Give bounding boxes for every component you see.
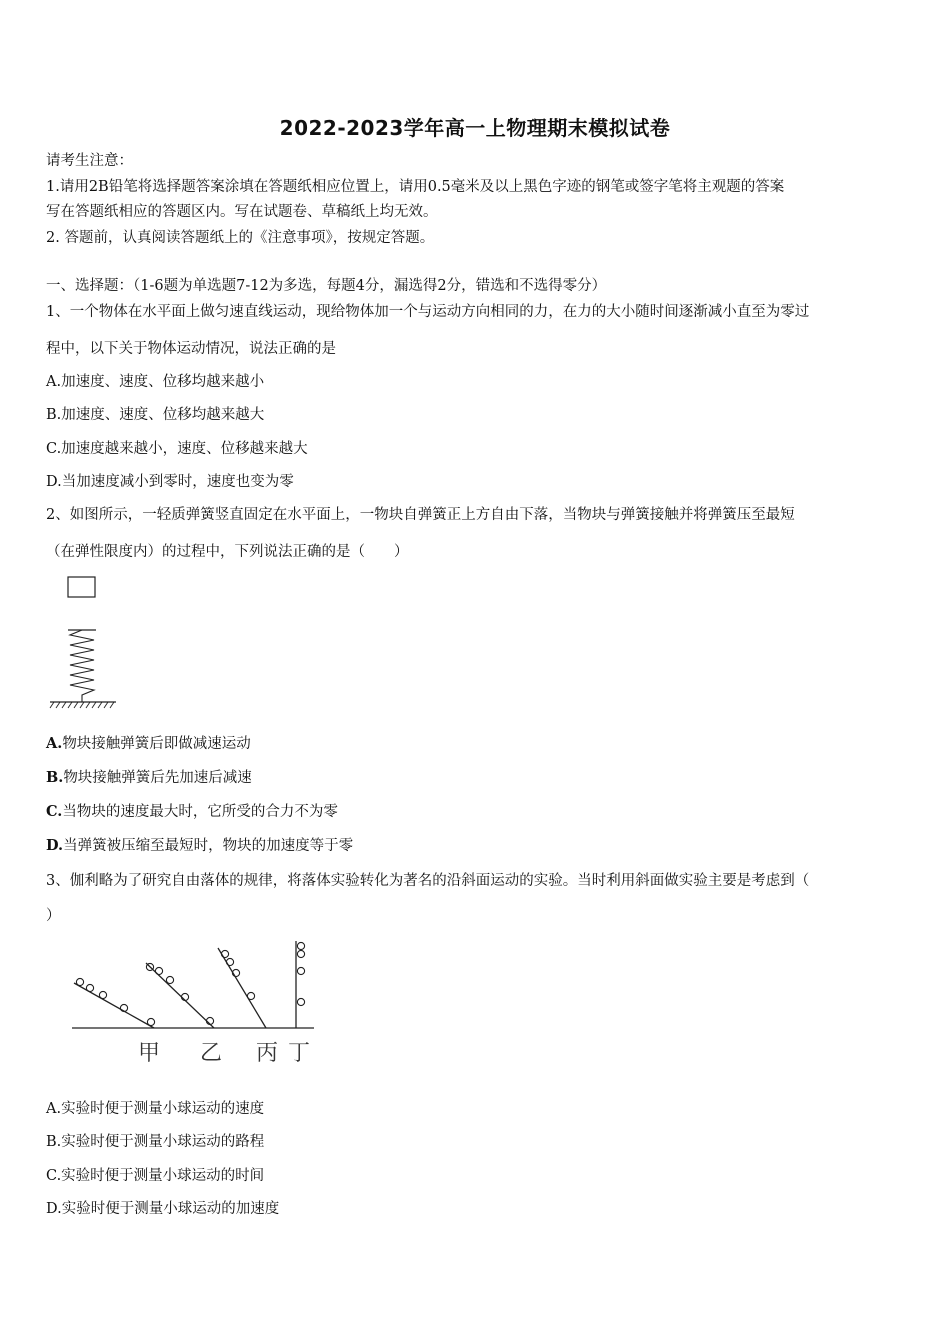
q1-stem-line-2: 程中，以下关于物体运动情况，说法正确的是 — [46, 341, 336, 357]
section-heading: 一、选择题：（1-6题为单选题7-12为多选，每题4分，漏选得2分，错选和不选得零分） — [46, 278, 607, 294]
q2-stem-line-1: 2、如图所示，一轻质弹簧竖直固定在水平面上，一物块自弹簧正上方自由下落，当物块与弹簧接触并将弹簧压至最短 — [46, 507, 795, 523]
label-bing: 丙 — [256, 1041, 279, 1066]
q1-stem-line-1: 1、一个物体在水平面上做匀速直线运动，现给物体加一个与运动方向相同的力，在力的大小随时间逐渐减小直至为零过 — [46, 304, 810, 320]
q1-option-a: A.加速度、速度、位移均越来越小 — [46, 374, 265, 390]
label-yi: 乙 — [200, 1041, 223, 1066]
q3-stem-line-2: ） — [46, 908, 61, 924]
q3-option-a: A.实验时便于测量小球运动的速度 — [46, 1101, 265, 1117]
spring-icon — [70, 630, 94, 702]
q3-option-c: C.实验时便于测量小球运动的时间 — [46, 1168, 265, 1184]
q1-option-c: C.加速度越来越小，速度、位移越来越大 — [46, 441, 308, 457]
notice-heading: 请考生注意： — [46, 153, 133, 169]
q2-option-a: A.物块接触弹簧后即做减速运动 — [46, 735, 251, 752]
q1-option-d: D.当加速度减小到零时，速度也变为零 — [46, 474, 294, 490]
spring-block-figure — [46, 574, 126, 714]
incline-jia — [74, 983, 154, 1028]
q3-stem-line-1: 3、伽利略为了研究自由落体的规律，将落体实验转化为著名的沿斜面运动的实验。当时利用斜面做实验主要是考虑到（ — [46, 873, 810, 889]
label-jia: 甲 — [138, 1041, 161, 1066]
q2-option-c: C.当物块的速度最大时，它所受的合力不为零 — [46, 803, 338, 820]
notice-item-1-line-1: 1.请用2B铅笔将选择题答案涂填在答题纸相应位置上，请用0.5毫米及以上黑色字迹的钢笔或签字笔将主观题的答案 — [46, 179, 785, 195]
inclined-plane-figure — [66, 936, 326, 1072]
q1-option-b: B.加速度、速度、位移均越来越大 — [46, 407, 265, 423]
q2-option-d: D.当弹簧被压缩至最短时，物块的加速度等于零 — [46, 837, 354, 854]
incline-bing — [218, 948, 266, 1028]
q2-stem-line-2: （在弹性限度内）的过程中，下列说法正确的是（ ） — [46, 544, 409, 560]
page-title: 2022-2023学年高一上物理期末模拟试卷 — [279, 116, 671, 140]
label-ding: 丁 — [288, 1041, 311, 1066]
notice-item-2: 2. 答题前，认真阅读答题纸上的《注意事项》，按规定答题。 — [46, 230, 435, 246]
q2-option-b: B.物块接触弹簧后先加速后减速 — [46, 769, 252, 786]
falling-block — [68, 577, 95, 597]
q3-option-d: D.实验时便于测量小球运动的加速度 — [46, 1201, 280, 1217]
q3-option-b: B.实验时便于测量小球运动的路程 — [46, 1134, 265, 1150]
notice-item-1-line-2: 写在答题纸相应的答题区内。写在试题卷、草稿纸上均无效。 — [46, 204, 438, 220]
